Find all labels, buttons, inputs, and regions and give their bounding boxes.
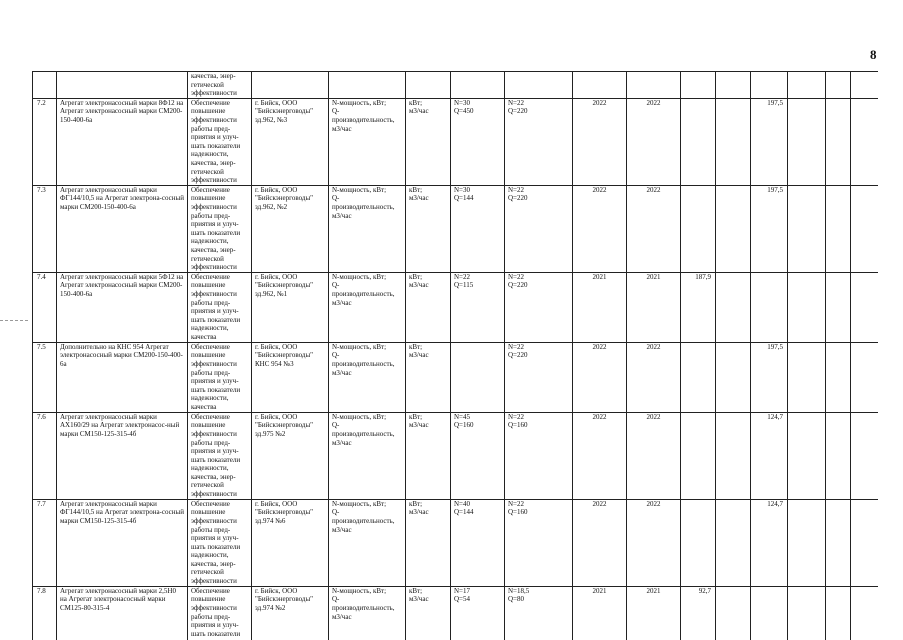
cell-unit: кВт; м3/час [406, 272, 451, 342]
cell-unit: кВт; м3/час [406, 586, 451, 640]
cell-empty [851, 342, 879, 412]
cell-after [505, 72, 573, 99]
cell-empty [826, 272, 851, 342]
cell-empty [716, 499, 751, 586]
cell-v2022 [751, 272, 788, 342]
measures-table [32, 71, 878, 640]
cell-empty [716, 586, 751, 640]
cell-end: 2021 [627, 272, 681, 342]
document-table-wrapper [32, 71, 878, 640]
cell-v2022 [751, 586, 788, 640]
table-row [33, 412, 879, 499]
cell-empty [851, 412, 879, 499]
cell-end: 2021 [627, 586, 681, 640]
cell-indicator: N-мощность, кВт; Q- производительность, м3/час [329, 98, 406, 185]
cell-unit: кВт; м3/час [406, 412, 451, 499]
cell-v2021 [681, 499, 716, 586]
cell-name [57, 72, 188, 99]
cell-end: 2022 [627, 185, 681, 272]
cell-location: г. Бийск, ООО "Бийскэнерговоды" зд.962, №1 [252, 272, 329, 342]
cell-name: Агрегат электронасосный марки 8Ф12 на Агрегат электронасосный марки СМ200-150-400-6а [57, 98, 188, 185]
cell-num: 7.3 [33, 185, 57, 272]
cell-end: 2022 [627, 342, 681, 412]
cell-empty [826, 98, 851, 185]
table-row [33, 499, 879, 586]
cell-before: N=45 Q=160 [451, 412, 505, 499]
cell-before: N=22 Q=115 [451, 272, 505, 342]
cell-start: 2022 [573, 185, 627, 272]
cell-v2021 [681, 412, 716, 499]
cell-location: г. Бийск, ООО "Бийскэнерговоды" зд.962, №2 [252, 185, 329, 272]
cell-location [252, 72, 329, 99]
cell-indicator: N-мощность, кВт; Q- производительность, м3/час [329, 185, 406, 272]
cell-start: 2022 [573, 499, 627, 586]
cell-start: 2022 [573, 98, 627, 185]
cell-purpose: Обеспечение повышение эффективности работы пред- приятия и улуч- шать показатели надежности, качества [188, 272, 252, 342]
cell-v2021 [681, 342, 716, 412]
cell-after: N=22 Q=220 [505, 342, 573, 412]
cell-empty [851, 586, 879, 640]
cell-v2022: 124,7 [751, 499, 788, 586]
cell-name: Агрегат электронасосный марки АХ160/29 на Агрегат электронасос-ный марки СМ150-125-315-4б [57, 412, 188, 499]
cell-location: г. Бийск, ООО "Бийскэнерговоды" зд.975 №2 [252, 412, 329, 499]
cell-num: 7.7 [33, 499, 57, 586]
cell-v2021: 187,9 [681, 272, 716, 342]
cell-v2021 [681, 185, 716, 272]
cell-unit: кВт; м3/час [406, 98, 451, 185]
cell-v2021: 92,7 [681, 586, 716, 640]
cell-before: N=40 Q=144 [451, 499, 505, 586]
cell-empty [851, 272, 879, 342]
cell-unit: кВт; м3/час [406, 499, 451, 586]
cell-name: Агрегат электронасосный марки ФГ144/10,5 на Агрегат электрона-сосный марки СМ200-150-400-6а [57, 185, 188, 272]
table-row [33, 185, 879, 272]
cell-end [627, 72, 681, 99]
cell-before [451, 72, 505, 99]
cell-empty [788, 586, 826, 640]
cell-after: N=22 Q=160 [505, 499, 573, 586]
cell-empty [826, 72, 851, 99]
table-row [33, 586, 879, 640]
cell-purpose: Обеспечение повышение эффективности работы пред- приятия и улуч- шать показатели [188, 586, 252, 640]
cell-before: N=17 Q=54 [451, 586, 505, 640]
cell-indicator: N-мощность, кВт; Q- производительность, м3/час [329, 272, 406, 342]
cell-start: 2021 [573, 586, 627, 640]
cell-location: г. Бийск, ООО "Бийскэнерговоды" зд.974 №2 [252, 586, 329, 640]
cell-empty [716, 185, 751, 272]
page-number: 8 [870, 47, 877, 62]
cell-empty [826, 342, 851, 412]
cell-v2021 [681, 98, 716, 185]
cell-before [451, 342, 505, 412]
cell-after: N=22 Q=220 [505, 98, 573, 185]
cell-unit: кВт; м3/час [406, 185, 451, 272]
cell-num: 7.8 [33, 586, 57, 640]
cell-purpose: Обеспечение повышение эффективности работы пред- приятия и улуч- шать показатели надежности, качества [188, 342, 252, 412]
cell-num: 7.2 [33, 98, 57, 185]
cell-after: N=22 Q=220 [505, 185, 573, 272]
cell-purpose: Обеспечение повышение эффективности работы пред- приятия и улуч- шать показатели надежности, качества, энер- гетической эффективности [188, 98, 252, 185]
cell-name: Агрегат электронасосный марки ФГ144/10,5 на Агрегат электрона-сосный марки СМ150-125-315-4б [57, 499, 188, 586]
cell-num: 7.4 [33, 272, 57, 342]
cell-v2022: 197,5 [751, 185, 788, 272]
cell-empty [788, 412, 826, 499]
cell-purpose: Обеспечение повышение эффективности работы пред- приятия и улуч- шать показатели надежности, качества, энер- гетической эффективности [188, 499, 252, 586]
cell-empty [716, 412, 751, 499]
cell-empty [788, 342, 826, 412]
cell-empty [851, 499, 879, 586]
cell-name: Агрегат электронасосный марки 2,5Н0 на Агрегат электронасосный марки СМ125-80-315-4 [57, 586, 188, 640]
cell-empty [716, 342, 751, 412]
cell-before: N=30 Q=450 [451, 98, 505, 185]
cell-purpose: качества, энер- гетической эффективности [188, 72, 252, 99]
cell-end: 2022 [627, 412, 681, 499]
cell-purpose: Обеспечение повышение эффективности работы пред- приятия и улуч- шать показатели надежности, качества, энер- гетической эффективности [188, 412, 252, 499]
cell-num: 7.6 [33, 412, 57, 499]
cell-num [33, 72, 57, 99]
cell-empty [851, 98, 879, 185]
cell-empty [716, 98, 751, 185]
cell-unit: кВт; м3/час [406, 342, 451, 412]
cell-empty [788, 72, 826, 99]
cell-start [573, 72, 627, 99]
cell-empty [851, 185, 879, 272]
cell-start: 2021 [573, 272, 627, 342]
table-row [33, 272, 879, 342]
table-row [33, 98, 879, 185]
cell-v2021 [716, 72, 751, 99]
cell-name: Дополнительно на КНС 954 Агрегат электронасосный марки СМ200-150-400-6а [57, 342, 188, 412]
cell-empty [788, 98, 826, 185]
cell-empty [681, 72, 716, 99]
cell-location: г. Бийск, ООО "Бийскэнерговоды" КНС 954 №3 [252, 342, 329, 412]
cell-after: N=22 Q=220 [505, 272, 573, 342]
cell-location: г. Бийск, ООО "Бийскэнерговоды" зд.974 №6 [252, 499, 329, 586]
cell-start: 2022 [573, 412, 627, 499]
cell-empty [716, 272, 751, 342]
cell-indicator: N-мощность, кВт; Q- производительность, м3/час [329, 499, 406, 586]
cell-v2022: 197,5 [751, 342, 788, 412]
cell-empty [788, 272, 826, 342]
table-row-continuation [33, 72, 879, 99]
cell-unit [406, 72, 451, 99]
cell-v2022 [751, 72, 788, 99]
table-row [33, 342, 879, 412]
cell-end: 2022 [627, 98, 681, 185]
cell-end: 2022 [627, 499, 681, 586]
cell-empty [826, 586, 851, 640]
cell-start: 2022 [573, 342, 627, 412]
cell-after: N=18,5 Q=80 [505, 586, 573, 640]
cell-location: г. Бийск, ООО "Бийскэнерговоды" зд.962, №3 [252, 98, 329, 185]
cell-purpose: Обеспечение повышение эффективности работы пред- приятия и улуч- шать показатели надежности, качества, энер- гетической эффективности [188, 185, 252, 272]
cell-v2022: 197,5 [751, 98, 788, 185]
cell-num: 7.5 [33, 342, 57, 412]
cell-empty [826, 412, 851, 499]
cell-empty [788, 185, 826, 272]
cell-indicator: N-мощность, кВт; Q- производительность, м3/час [329, 342, 406, 412]
cell-indicator: N-мощность, кВт; Q- производительность, м3/час [329, 412, 406, 499]
cell-v2022: 124,7 [751, 412, 788, 499]
cell-after: N=22 Q=160 [505, 412, 573, 499]
cell-empty [851, 72, 879, 99]
cell-before: N=30 Q=144 [451, 185, 505, 272]
cell-empty [826, 185, 851, 272]
cell-name: Агрегат электронасосный марки 5Ф12 на Агрегат электронасосный марки СМ200-150-400-6а [57, 272, 188, 342]
cell-empty [826, 499, 851, 586]
cell-indicator [329, 72, 406, 99]
cell-indicator: N-мощность, кВт; Q- производительность, м3/час [329, 586, 406, 640]
scan-artifact-line [0, 320, 28, 322]
cell-empty [788, 499, 826, 586]
